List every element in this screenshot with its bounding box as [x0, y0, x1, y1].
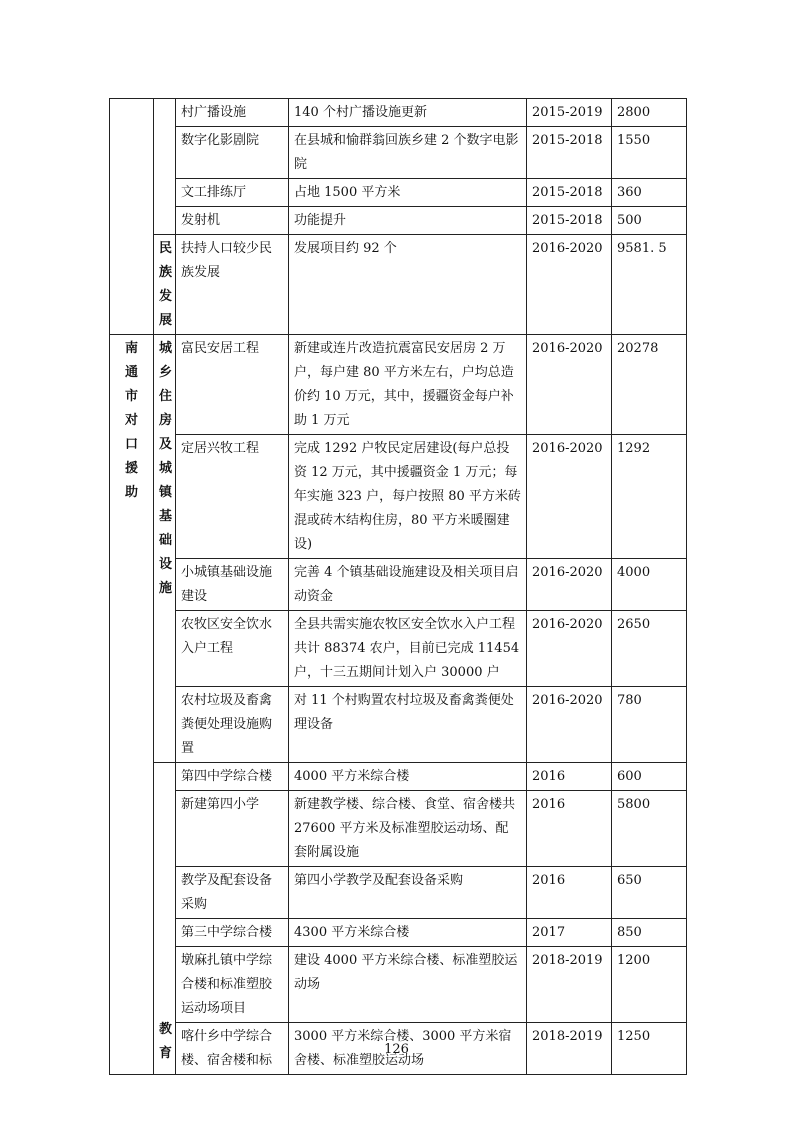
project-content-cell: 140 个村广播设施更新 — [289, 99, 527, 127]
org-cell — [110, 335, 154, 1075]
project-name-cell: 农牧区安全饮水入户工程 — [176, 611, 289, 687]
project-amount-cell: 650 — [612, 867, 687, 919]
table-row — [110, 99, 687, 127]
table-row — [110, 435, 687, 559]
project-period-cell: 2016 — [527, 867, 612, 919]
project-period-cell: 2016 — [527, 763, 612, 791]
page-number: 126 — [384, 1042, 409, 1057]
project-period-cell: 2016-2020 — [527, 687, 612, 763]
project-period-cell: 2018-2019 — [527, 1023, 612, 1075]
project-name-cell: 文工排练厅 — [176, 179, 289, 207]
project-content-cell: 建设 4000 平方米综合楼、标准塑胶运动场 — [289, 947, 527, 1023]
table-row — [110, 867, 687, 919]
table-row — [110, 919, 687, 947]
project-content-cell: 完成 1292 户牧民定居建设(每户总投资 12 万元，其中援疆资金 1 万元；每年实施 323 户，每户按照 80 平方米砖混或砖木结构住房，80 平方米暖圈建设) — [289, 435, 527, 559]
project-name-cell: 扶持人口较少民族发展 — [176, 235, 289, 335]
project-name-cell: 发射机 — [176, 207, 289, 235]
project-name-cell: 小城镇基础设施建设 — [176, 559, 289, 611]
project-content-cell: 占地 1500 平方米 — [289, 179, 527, 207]
org-label: 南 通 市 对 口 援 助 — [124, 341, 138, 500]
project-content-cell: 全县共需实施农牧区安全饮水入户工程共计 88374 农户，目前已完成 11454 户，十三五期间计划入户 30000 户 — [289, 611, 527, 687]
project-content-cell: 3000 平方米综合楼、3000 平方米宿舍楼、标准塑胶运动场 — [289, 1023, 527, 1075]
project-name-cell: 新建第四小学 — [176, 791, 289, 867]
category-label: 民 族 发 展 — [159, 241, 173, 328]
project-period-cell: 2016-2020 — [527, 559, 612, 611]
project-amount-cell: 780 — [612, 687, 687, 763]
category-label: 城 乡 住 房 及 城 镇 基 础 设 施 — [159, 341, 173, 596]
table-row — [110, 207, 687, 235]
project-name-cell: 喀什乡中学综合楼、宿舍楼和标 — [176, 1023, 289, 1075]
project-amount-cell: 4000 — [612, 559, 687, 611]
project-content-cell: 新建或连片改造抗震富民安居房 2 万户，每户建 80 平方米左右，户均总造价约 10 万元，其中，援疆资金每户补助 1 万元 — [289, 335, 527, 435]
project-content-cell: 完善 4 个镇基础设施建设及相关项目启动资金 — [289, 559, 527, 611]
project-amount-cell: 20278 — [612, 335, 687, 435]
project-period-cell: 2017 — [527, 919, 612, 947]
project-amount-cell: 1550 — [612, 127, 687, 179]
table-row — [110, 335, 687, 435]
project-name-cell: 第三中学综合楼 — [176, 919, 289, 947]
project-content-cell: 4300 平方米综合楼 — [289, 919, 527, 947]
category-label: 教 育 — [159, 1022, 173, 1061]
table-row — [110, 179, 687, 207]
project-content-cell: 第四小学教学及配套设备采购 — [289, 867, 527, 919]
project-table — [109, 98, 687, 1075]
project-period-cell: 2015-2019 — [527, 99, 612, 127]
table-row — [110, 763, 687, 791]
category-cell — [154, 235, 176, 335]
project-amount-cell: 5800 — [612, 791, 687, 867]
project-name-cell: 农村垃圾及畜禽粪便处理设施购置 — [176, 687, 289, 763]
project-period-cell: 2016-2020 — [527, 435, 612, 559]
project-amount-cell: 9581. 5 — [612, 235, 687, 335]
category-cell — [154, 763, 176, 1075]
table-row — [110, 559, 687, 611]
project-name-cell: 富民安居工程 — [176, 335, 289, 435]
project-content-cell: 在县城和愉群翁回族乡建 2 个数字电影院 — [289, 127, 527, 179]
category-cell — [154, 335, 176, 763]
project-amount-cell: 2650 — [612, 611, 687, 687]
org-cell — [110, 99, 154, 335]
project-content-cell: 功能提升 — [289, 207, 527, 235]
table-row — [110, 127, 687, 179]
table-row — [110, 687, 687, 763]
project-content-cell: 4000 平方米综合楼 — [289, 763, 527, 791]
project-period-cell: 2018-2019 — [527, 947, 612, 1023]
table-row — [110, 947, 687, 1023]
table-row — [110, 611, 687, 687]
project-amount-cell: 1250 — [612, 1023, 687, 1075]
project-period-cell: 2015-2018 — [527, 179, 612, 207]
project-name-cell: 村广播设施 — [176, 99, 289, 127]
project-amount-cell: 500 — [612, 207, 687, 235]
project-period-cell: 2015-2018 — [527, 127, 612, 179]
project-content-cell: 对 11 个村购置农村垃圾及畜禽粪便处理设备 — [289, 687, 527, 763]
project-period-cell: 2016-2020 — [527, 235, 612, 335]
project-period-cell: 2015-2018 — [527, 207, 612, 235]
project-name-cell: 第四中学综合楼 — [176, 763, 289, 791]
project-amount-cell: 1200 — [612, 947, 687, 1023]
project-content-cell: 新建教学楼、综合楼、食堂、宿舍楼共 27600 平方米及标准塑胶运动场、配套附属设施 — [289, 791, 527, 867]
project-period-cell: 2016-2020 — [527, 335, 612, 435]
table-row — [110, 235, 687, 335]
project-name-cell: 墩麻扎镇中学综合楼和标准塑胶运动场项目 — [176, 947, 289, 1023]
project-name-cell: 数字化影剧院 — [176, 127, 289, 179]
table-row — [110, 791, 687, 867]
project-amount-cell: 2800 — [612, 99, 687, 127]
project-name-cell: 教学及配套设备采购 — [176, 867, 289, 919]
project-name-cell: 定居兴牧工程 — [176, 435, 289, 559]
project-amount-cell: 600 — [612, 763, 687, 791]
project-amount-cell: 850 — [612, 919, 687, 947]
project-amount-cell: 1292 — [612, 435, 687, 559]
project-content-cell: 发展项目约 92 个 — [289, 235, 527, 335]
project-amount-cell: 360 — [612, 179, 687, 207]
project-period-cell: 2016-2020 — [527, 611, 612, 687]
category-cell — [154, 99, 176, 235]
project-period-cell: 2016 — [527, 791, 612, 867]
